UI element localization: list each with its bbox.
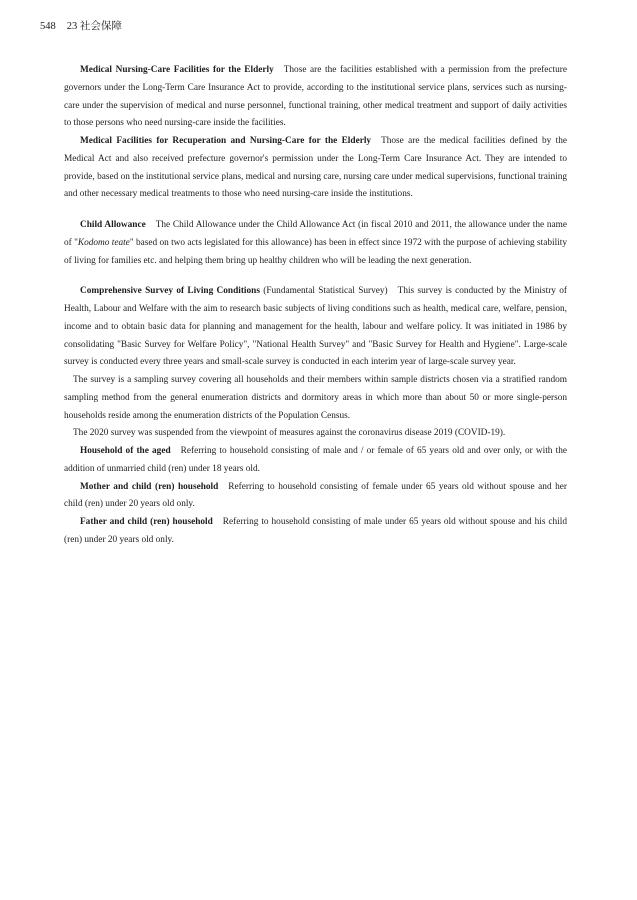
term-household-of-the-aged: Household of the aged bbox=[80, 446, 171, 456]
term-comprehensive-survey: Comprehensive Survey of Living Conditions bbox=[80, 286, 260, 297]
entry-medical-nursing-care-facilities bbox=[64, 62, 567, 133]
entry-child-allowance bbox=[64, 217, 567, 270]
definition-run-3: " based on two acts legislated for this allowance) has been in effect since 1972 with the purpose of achieving stability of living for families etc. and helping them bring up healthy children who will be leading the next generation. bbox=[64, 237, 567, 266]
term-medical-facilities-recuperation: Medical Facilities for Recuperation and Nursing-Care for the Elderly bbox=[80, 136, 372, 146]
section-comprehensive-survey bbox=[64, 283, 567, 549]
page-header bbox=[40, 20, 122, 33]
term-child-allowance: Child Allowance bbox=[80, 220, 146, 230]
page-number: 548 bbox=[40, 21, 56, 32]
term-medical-nursing-care-facilities: Medical Nursing-Care Facilities for the Elderly bbox=[80, 65, 274, 75]
entry-comprehensive-survey bbox=[64, 283, 567, 372]
entry-father-and-child-household bbox=[64, 514, 567, 550]
definition-mother-and-child-household: Referring to household consisting of female under 65 years old without spouse and her child (ren) under 20 years old only. bbox=[64, 481, 568, 510]
definition-medical-facilities-recuperation: Those are the medical facilities defined by the Medical Act and also received prefecture governor's permission under the Long-Term Care Insurance Act. They are intended to provide, based on the institutional service plans, medical and nursing care, nursing care under medical supervisions, functional training and other necessary medical treatments to those who need nursing-care inside the institutions. bbox=[64, 136, 567, 200]
definition-run-kodomo-teate: Kodomo teate bbox=[77, 237, 130, 248]
definition-father-and-child-household: Referring to household consisting of male under 65 years old without spouse and his child (ren) under 20 years old only. bbox=[64, 517, 567, 545]
definition-medical-nursing-care-facilities: Those are the facilities established with a permission from the prefecture governors under the Long-Term Care Insurance Act to provide, according to the institutional service plans, services such as nursing-care under the supervision of medical and nurse personnel, functional training, other medical treatment and support of daily activities to those persons who need nursing-care inside the facilities. bbox=[64, 65, 567, 129]
term-father-and-child-household: Father and child (ren) household bbox=[80, 517, 213, 527]
term-mother-and-child-household: Mother and child (ren) household bbox=[80, 481, 219, 492]
glossary-content bbox=[64, 62, 567, 550]
section-medical-facilities bbox=[64, 62, 567, 204]
paragraph-2020-survey-suspended: The 2020 survey was suspended from the viewpoint of measures against the coronavirus disease 2019 (COVID-19). bbox=[73, 428, 506, 439]
section-child-allowance bbox=[64, 217, 567, 270]
entry-mother-and-child-household bbox=[64, 479, 567, 515]
definition-comprehensive-survey: This survey is conducted by the Ministry of Health, Labour and Welfare with the aim to research basic subjects of living conditions such as health, medical care, welfare, pension, income and to obtain basic data for planning and management for the health, labour and welfare policy. It was initiated in 1986 by consolidating "Basic Survey for Welfare Policy", "National Health Survey" and "Basic Survey for Health and Hygiene". Large-scale survey is conducted every three years and small-scale survey is conducted in each interim year of large-scale survey year. bbox=[64, 286, 567, 368]
chapter-label: 23 社会保障 bbox=[66, 21, 122, 32]
term-suffix-fundamental-statistical-survey: (Fundamental Statistical Survey) bbox=[259, 286, 388, 297]
entry-household-of-the-aged bbox=[64, 443, 567, 479]
entry-medical-facilities-recuperation bbox=[64, 133, 567, 204]
definition-household-of-the-aged: Referring to household consisting of male and / or female of 65 years old and over only, or with the addition of unmarried child (ren) under 18 years old. bbox=[64, 446, 567, 474]
definition-run-1: The Child Allowance under the Child Allowance Act (in fiscal 2010 and 2011, the allowance under the name of " bbox=[64, 220, 567, 248]
paragraph-sampling-method: The survey is a sampling survey covering all households and their members within sample districts chosen via a stratified random sampling method from the general enumeration districts and dormitory areas in which more than about 50 or more single-person households reside among the enumeration districts of the Population Census. bbox=[64, 375, 567, 421]
